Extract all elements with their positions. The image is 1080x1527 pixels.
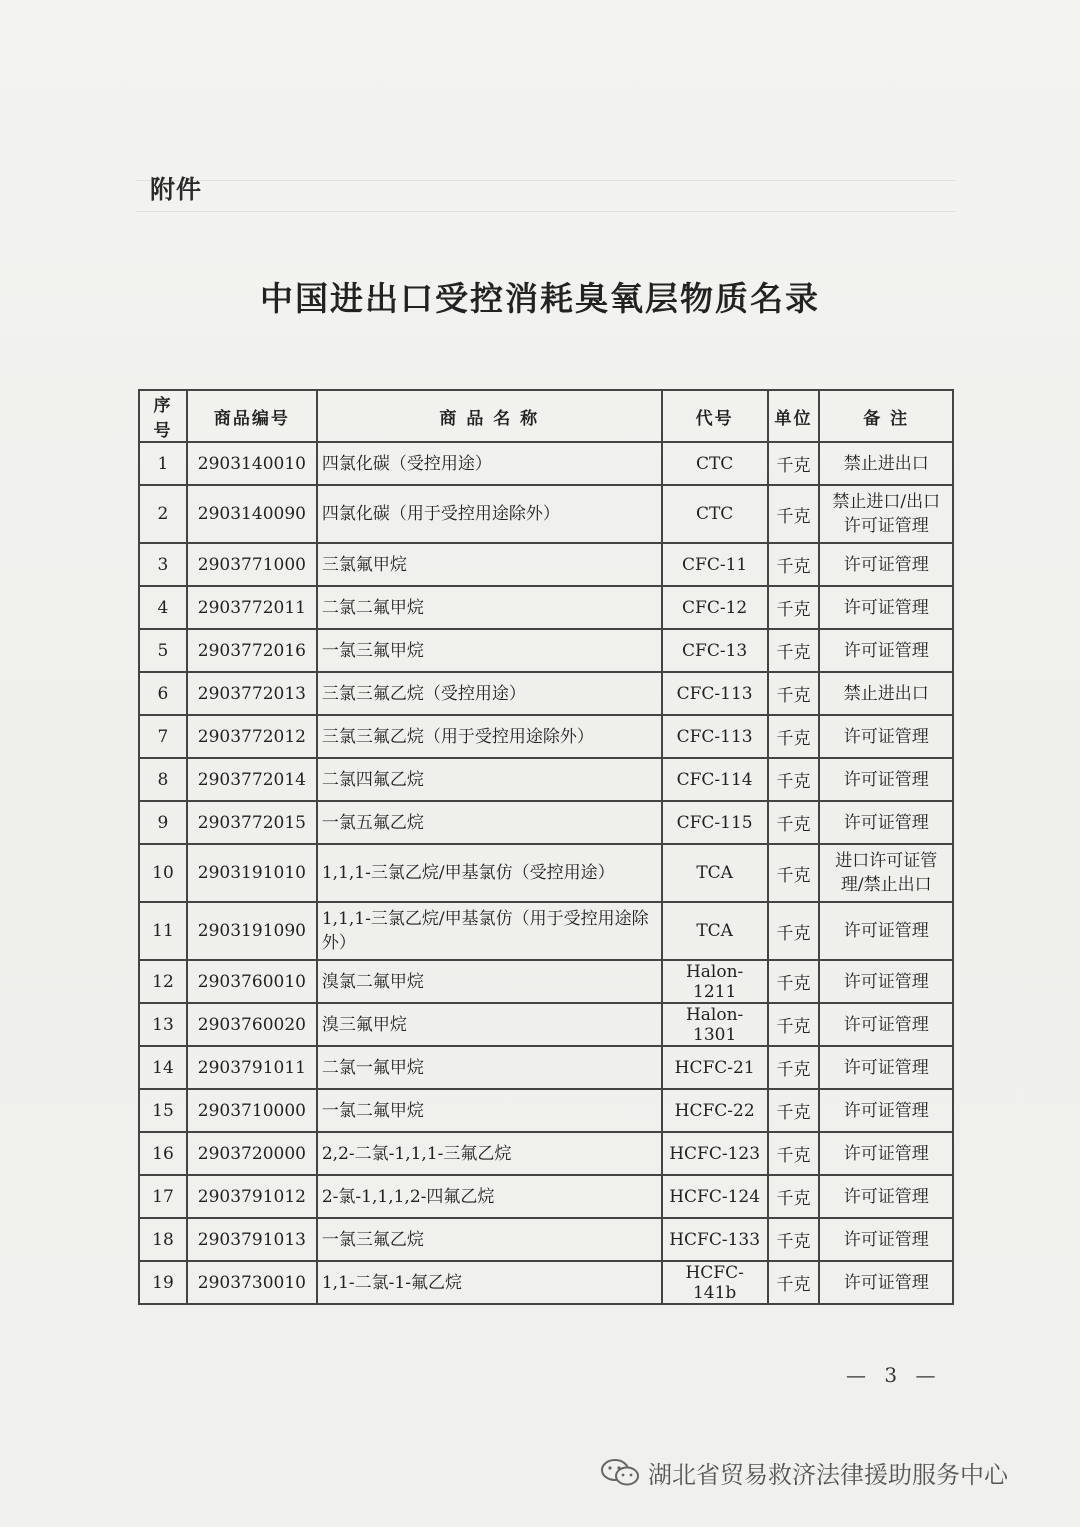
cell-code: 2903771000 [187,543,317,586]
cell-name: 三氯三氟乙烷（受控用途） [317,672,662,715]
cell-name: 1,1-二氯-1-氟乙烷 [317,1261,662,1304]
cell-name: 二氯四氟乙烷 [317,758,662,801]
cell-code: 2903791013 [187,1218,317,1261]
cell-abbr: CFC-114 [662,758,768,801]
cell-code: 2903772012 [187,715,317,758]
cell-abbr: HCFC-22 [662,1089,768,1132]
table-row [139,844,953,902]
cell-name: 2-氯-1,1,1,2-四氟乙烷 [317,1175,662,1218]
cell-abbr: CFC-13 [662,629,768,672]
cell-abbr: CFC-12 [662,586,768,629]
cell-note: 许可证管理 [819,543,953,586]
cell-unit: 千克 [768,586,820,629]
cell-name: 三氯三氟乙烷（用于受控用途除外） [317,715,662,758]
cell-note: 许可证管理 [819,629,953,672]
table-row [139,1261,953,1304]
table-row [139,543,953,586]
cell-seq: 5 [139,629,187,672]
cell-note: 许可证管理 [819,902,953,960]
cell-abbr: HCFC-141b [662,1261,768,1304]
cell-code: 2903140010 [187,442,317,485]
cell-name: 四氯化碳（受控用途） [317,442,662,485]
cell-name: 溴氯二氟甲烷 [317,960,662,1003]
cell-unit: 千克 [768,672,820,715]
cell-note: 许可证管理 [819,715,953,758]
cell-code: 2903772014 [187,758,317,801]
cell-note: 禁止进出口 [819,442,953,485]
cell-seq: 8 [139,758,187,801]
cell-name: 2,2-二氯-1,1,1-三氟乙烷 [317,1132,662,1175]
cell-abbr: HCFC-123 [662,1132,768,1175]
header-seq: 序号 [139,390,187,442]
cell-unit: 千克 [768,1046,820,1089]
cell-name: 一氯三氟乙烷 [317,1218,662,1261]
cell-name: 1,1,1-三氯乙烷/甲基氯仿（受控用途） [317,844,662,902]
cell-unit: 千克 [768,485,820,543]
cell-note: 许可证管理 [819,960,953,1003]
cell-seq: 13 [139,1003,187,1046]
document-title: 中国进出口受控消耗臭氧层物质名录 [260,279,820,318]
cell-unit: 千克 [768,1175,820,1218]
watermark-text: 湖北省贸易救济法律援助服务中心 [648,1461,1008,1489]
cell-note: 禁止进口/出口许可证管理 [819,485,953,543]
table-row [139,586,953,629]
cell-code: 2903730010 [187,1261,317,1304]
cell-code: 2903772011 [187,586,317,629]
cell-code: 2903720000 [187,1132,317,1175]
cell-code: 2903772016 [187,629,317,672]
watermark [600,1455,1008,1490]
cell-note: 许可证管理 [819,1003,953,1046]
cell-code: 2903760010 [187,960,317,1003]
header-name: 商 品 名 称 [317,390,662,442]
table-row [139,672,953,715]
cell-unit: 千克 [768,902,820,960]
cell-code: 2903791011 [187,1046,317,1089]
table-row [139,801,953,844]
cell-unit: 千克 [768,715,820,758]
cell-unit: 千克 [768,1261,820,1304]
table-row [139,485,953,543]
cell-note: 许可证管理 [819,758,953,801]
cell-seq: 12 [139,960,187,1003]
table-row [139,1003,953,1046]
cell-code: 2903760020 [187,1003,317,1046]
cell-name: 三氯氟甲烷 [317,543,662,586]
cell-name: 一氯五氟乙烷 [317,801,662,844]
cell-seq: 2 [139,485,187,543]
substance-table [138,389,954,1305]
cell-note: 进口许可证管理/禁止出口 [819,844,953,902]
table-header-row [139,390,953,442]
table-row [139,1132,953,1175]
cell-unit: 千克 [768,1003,820,1046]
cell-seq: 15 [139,1089,187,1132]
cell-abbr: CFC-113 [662,672,768,715]
table-row [139,1046,953,1089]
cell-note: 许可证管理 [819,801,953,844]
cell-abbr: Halon-1211 [662,960,768,1003]
cell-abbr: HCFC-124 [662,1175,768,1218]
cell-unit: 千克 [768,960,820,1003]
cell-code: 2903140090 [187,485,317,543]
cell-note: 许可证管理 [819,1175,953,1218]
cell-abbr: CFC-11 [662,543,768,586]
cell-name: 一氯二氟甲烷 [317,1089,662,1132]
cell-code: 2903772015 [187,801,317,844]
cell-unit: 千克 [768,801,820,844]
cell-name: 四氯化碳（用于受控用途除外） [317,485,662,543]
table-row [139,1175,953,1218]
cell-unit: 千克 [768,844,820,902]
cell-note: 许可证管理 [819,1132,953,1175]
cell-seq: 17 [139,1175,187,1218]
cell-seq: 19 [139,1261,187,1304]
cell-name: 二氯二氟甲烷 [317,586,662,629]
attachment-label: 附件 [150,175,203,204]
cell-seq: 3 [139,543,187,586]
cell-seq: 18 [139,1218,187,1261]
cell-name: 1,1,1-三氯乙烷/甲基氯仿（用于受控用途除外） [317,902,662,960]
header-abbr: 代号 [662,390,768,442]
cell-abbr: CFC-115 [662,801,768,844]
table-row [139,902,953,960]
wechat-icon [600,1457,640,1489]
cell-unit: 千克 [768,1089,820,1132]
cell-seq: 6 [139,672,187,715]
header-code: 商品编号 [187,390,317,442]
table-row [139,1089,953,1132]
cell-code: 2903191010 [187,844,317,902]
cell-seq: 9 [139,801,187,844]
cell-abbr: HCFC-133 [662,1218,768,1261]
cell-seq: 14 [139,1046,187,1089]
cell-abbr: Halon-1301 [662,1003,768,1046]
cell-unit: 千克 [768,1132,820,1175]
cell-name: 二氯一氟甲烷 [317,1046,662,1089]
cell-code: 2903772013 [187,672,317,715]
cell-seq: 16 [139,1132,187,1175]
cell-seq: 4 [139,586,187,629]
cell-note: 许可证管理 [819,1218,953,1261]
cell-code: 2903191090 [187,902,317,960]
page-number: — 3 — [846,1363,942,1387]
cell-code: 2903710000 [187,1089,317,1132]
cell-abbr: CTC [662,442,768,485]
header-note: 备 注 [819,390,953,442]
cell-seq: 11 [139,902,187,960]
cell-abbr: HCFC-21 [662,1046,768,1089]
cell-seq: 7 [139,715,187,758]
cell-seq: 1 [139,442,187,485]
table-row [139,715,953,758]
cell-abbr: TCA [662,844,768,902]
cell-note: 许可证管理 [819,1089,953,1132]
table-row [139,442,953,485]
table-row [139,960,953,1003]
cell-note: 禁止进出口 [819,672,953,715]
cell-unit: 千克 [768,1218,820,1261]
cell-unit: 千克 [768,629,820,672]
cell-note: 许可证管理 [819,1046,953,1089]
cell-name: 一氯三氟甲烷 [317,629,662,672]
cell-unit: 千克 [768,442,820,485]
cell-note: 许可证管理 [819,586,953,629]
bleed-through-lines [135,180,955,212]
cell-abbr: TCA [662,902,768,960]
table-row [139,629,953,672]
table-row [139,1218,953,1261]
cell-seq: 10 [139,844,187,902]
cell-name: 溴三氟甲烷 [317,1003,662,1046]
table-row [139,758,953,801]
cell-unit: 千克 [768,543,820,586]
cell-unit: 千克 [768,758,820,801]
cell-abbr: CTC [662,485,768,543]
cell-code: 2903791012 [187,1175,317,1218]
cell-abbr: CFC-113 [662,715,768,758]
cell-note: 许可证管理 [819,1261,953,1304]
header-unit: 单位 [768,390,820,442]
table-body [139,442,953,1304]
